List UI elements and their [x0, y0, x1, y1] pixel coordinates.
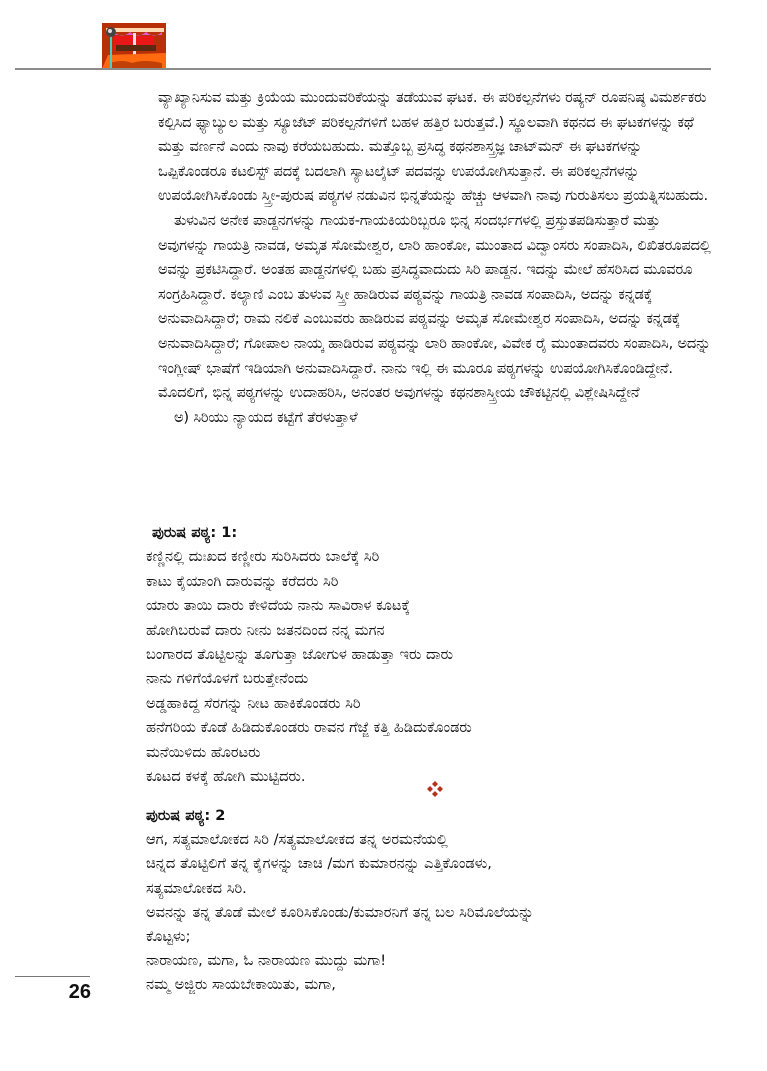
body-text: [158, 86, 713, 430]
verse-line: ಅಡ್ಡಹಾಕಿದ್ದ ಸೆರಗನ್ನು ನೀಟ ಹಾಕಿಕೊಂಡರು ಸಿರಿ: [146, 694, 361, 712]
page-number: 26: [68, 981, 91, 1003]
verse-line: ಚಿನ್ನದ ತೊಟ್ಟಿಲಿಗೆ ತನ್ನ ಕೈಗಳನ್ನು ಚಾಚಿ /ಮಗ ಕುಮಾರನನ್ನು ಎತ್ತಿಕೊಂಡಳು,: [146, 855, 492, 873]
book-stall-logo-icon: [102, 23, 166, 69]
verse-line: ಕಾಟು ಕೈಯಾಂಗಿ ದಾರುವನ್ನು ಕರೆದರು ಸಿರಿ: [146, 572, 339, 590]
paragraph-intro-2: [158, 209, 713, 406]
paragraph-intro-1: ವ್ಯಾಖ್ಯಾನಿಸುವ ಮತ್ತು ಕ್ರಿಯೆಯ ಮುಂದುವರಿಕೆಯನ್ನು ತಡೆಯುವ ಘಟಕ. ಈ ಪರಿಕಲ್ಪನೆಗಳು ರಷ್ಯನ್ ರೂಪನಿಷ್ಠ ವಿಮರ್ಶಕರು ಕಲ್ಪಿಸಿದ ಫ್ಯಾಬ್ಯುಲ ಮತ್ತು ಸ್ಯೂಜೆಟ್ ಪರಿಕಲ್ಪನೆಗಳಿಗೆ ಬಹಳ ಹತ್ತಿರ ಬರುತ್ತವೆ.) ಸ್ಥೂಲವಾಗಿ ಕಥನದ ಈ ಘಟಕಗಳನ್ನು ಕಥೆ ಮತ್ತು ವರ್ಣನೆ ಎಂದು ನಾವು ಕರೆಯಬಹುದು. ಮತ್ತೊಬ್ಬ ಪ್ರಸಿದ್ಧ ಕಥನಶಾಸ್ತ್ರಜ್ಞ ಚಾಟ್‌ಮನ್ ಈ ಘಟಕಗಳನ್ನು ಒಪ್ಪಿಕೊಂಡರೂ ಕಟಲಿಸ್ಟ್ ಪದಕ್ಕೆ ಬದಲಾಗಿ ಸ್ಯಾಟಲೈಟ್ ಪದವನ್ನು ಉಪಯೋಗಿಸುತ್ತಾನೆ. ಈ ಪರಿಕಲ್ಪನೆಗಳನ್ನು ಉಪಯೋಗಿಸಿಕೊಂಡು ಸ್ತ್ರೀ-ಪುರುಷ ಪಠ್ಯಗಳ ನಡುವಿನ ಭಿನ್ನತೆಯನ್ನು ಹೆಚ್ಚು ಆಳವಾಗಿ ನಾವು ಗುರುತಿಸಲು ಪ್ರಯತ್ನಿಸಬಹುದು.: [158, 89, 708, 205]
verse-line: ಆಗ, ಸತ್ಯಮಾಲೋಕದ ಸಿರಿ /ಸತ್ಯಮಾಲೋಕದ ತನ್ನ ಅರಮನೆಯಲ್ಲಿ: [146, 831, 448, 849]
male-text-2-lines: [146, 828, 711, 997]
verse-line: ನಮ್ಮ ಅಜ್ಜಿರು ಸಾಯಬೇಕಾಯಿತು, ಮಗಾ,: [146, 976, 336, 994]
male-text-2: [146, 804, 711, 998]
male-text-1-lines: [146, 545, 711, 789]
verse-line: ಅವನನ್ನು ತನ್ನ ತೊಡೆ ಮೇಲೆ ಕೂರಿಸಿಕೊಂಡು/ಕುಮಾರನಿಗೆ ತನ್ನ ಬಲ ಸಿರಿಮೊಲೆಯನ್ನು: [146, 903, 534, 921]
paragraph-intro-2-text: ತುಳುವಿನ ಅನೇಕ ಪಾಡ್ದನಗಳನ್ನು ಗಾಯಕ-ಗಾಯಕಿಯರಿಬ್ಬರೂ ಭಿನ್ನ ಸಂದರ್ಭಗಳಲ್ಲಿ ಪ್ರಸ್ತುತಪಡಿಸುತ್ತಾರೆ ಮತ್ತು ಅವುಗಳನ್ನು ಗಾಯತ್ರಿ ನಾವಡ, ಅಮೃತ ಸೋಮೇಶ್ವರ, ಲಾರಿ ಹಾಂಕೋ, ಮುಂತಾದ ವಿದ್ವಾಂಸರು ಸಂಪಾದಿಸಿ, ಲಿಖಿತರೂಪದಲ್ಲಿ ಅವನ್ನು ಪ್ರಕಟಿಸಿದ್ದಾರೆ. ಅಂತಹ ಪಾಡ್ದನಗಳಲ್ಲಿ ಬಹು ಪ್ರಸಿದ್ಧವಾದುದು ಸಿರಿ ಪಾಡ್ದನ. ಇದನ್ನು ಮೇಲೆ ಹೆಸರಿಸಿದ ಮೂವರೂ ಸಂಗ್ರಹಿಸಿದ್ದಾರೆ. ಕಲ್ಯಾಣಿ ಎಂಬ ತುಳುವ ಸ್ತ್ರೀ ಹಾಡಿರುವ ಪಠ್ಯವನ್ನು ಗಾಯತ್ರಿ ನಾವಡ ಸಂಪಾದಿಸಿ, ಅದನ್ನು ಕನ್ನಡಕ್ಕೆ ಅನುವಾದಿಸಿದ್ದಾರೆ; ರಾಮ ನಲಿಕೆ ಎಂಬುವರು ಹಾಡಿರುವ ಪಠ್ಯವನ್ನು ಅಮೃತ ಸೋಮೇಶ್ವರ ಸಂಪಾದಿಸಿ, ಅದನ್ನು ಕನ್ನಡಕ್ಕೆ ಅನುವಾದಿಸಿದ್ದಾರೆ; ಗೋಪಾಲ ನಾಯ್ಕ ಹಾಡಿರುವ ಪಠ್ಯವನ್ನು ಲಾರಿ ಹಾಂಕೋ, ವಿವೇಕ ರೈ ಮುಂತಾದವರು ಸಂಪಾದಿಸಿ, ಅದನ್ನು ಇಂಗ್ಲೀಷ್ ಭಾಷೆಗೆ ಇಡಿಯಾಗಿ ಅನುವಾದಿಸಿದ್ದಾರೆ. ನಾನು ಇಲ್ಲಿ ಈ ಮೂರೂ ಪಠ್ಯಗಳನ್ನು ಉಪಯೋಗಿಸಿಕೊಂಡಿದ್ದೇನೆ. ಮೊದಲಿಗೆ, ಭಿನ್ನ ಪಠ್ಯಗಳನ್ನು ಉದಾಹರಿಸಿ, ಅನಂತರ ಅವುಗಳನ್ನು ಕಥನಶಾಸ್ತ್ರೀಯ ಚೌಕಟ್ಟಿನಲ್ಲಿ ವಿಶ್ಲೇಷಿಸಿದ್ದೇನೆ: [158, 211, 711, 402]
verse-line: ಕೊಟ್ಟಳು;: [146, 928, 191, 946]
diamond-ornament-icon: [427, 781, 443, 797]
verse-line: ನಾನು ಗಳಿಗೆಯೊಳಗೆ ಬರುತ್ತೇನೆಂದು: [146, 670, 309, 688]
male-text-2-heading: ಪುರುಷ ಪಠ್ಯ: 2: [146, 807, 226, 824]
header-rule: [15, 68, 711, 70]
section-subheading: ಅ) ಸಿರಿಯು ನ್ಯಾಯದ ಕಟ್ಟೆಗೆ ತೆರಳುತ್ತಾಳೆ: [174, 408, 358, 426]
verse-line: ಯಾರು ತಾಯಿ ದಾರು ಕೇಳಿದೆಯ ನಾನು ಸಾವಿರಾಳ ಕೂಟಕ್ಕೆ: [146, 597, 411, 615]
verse-line: ನಾರಾಯಣ, ಮಗಾ, ಓ ನಾರಾಯಣ ಮುದ್ದು ಮಗಾ!: [146, 952, 387, 970]
verse-line: ಕಣ್ಣಿನಲ್ಲಿ ದುಃಖದ ಕಣ್ಣೀರು ಸುರಿಸಿದರು ಬಾಲೆಕ್ಕೆ ಸಿರಿ: [146, 548, 380, 566]
footer-rule: [15, 976, 90, 977]
verse-line: ಕೂಟದ ಕಳಕ್ಕೆ ಹೋಗಿ ಮುಟ್ಟಿದರು.: [146, 768, 306, 786]
verse-line: ಸತ್ಯಮಾಲೋಕದ ಸಿರಿ.: [146, 879, 247, 897]
male-text-1-heading: ಪುರುಷ ಪಠ್ಯ: 1:: [152, 524, 238, 541]
male-text-1: [146, 521, 711, 789]
verse-line: ಮನೆಯಿಳಿದು ಹೊರಟರು: [146, 743, 261, 761]
verse-line: ಹನೆಗರಿಯ ಕೊಡೆ ಹಿಡಿದುಕೊಂಡರು ರಾವನ ಗೆಜ್ಜೆ ಕತ್ತಿ ಹಿಡಿದುಕೊಂಡರು: [146, 719, 472, 737]
verse-line: ಬಂಗಾರದ ತೊಟ್ಟಿಲನ್ನು ತೂಗುತ್ತಾ ಜೋಗುಳ ಹಾಡುತ್ತಾ ಇರು ದಾರು: [146, 646, 453, 664]
verse-line: ಹೋಗಿಬರುವೆ ದಾರು ನೀನು ಜತನದಿಂದ ನನ್ನ ಮಗನ: [146, 621, 385, 639]
